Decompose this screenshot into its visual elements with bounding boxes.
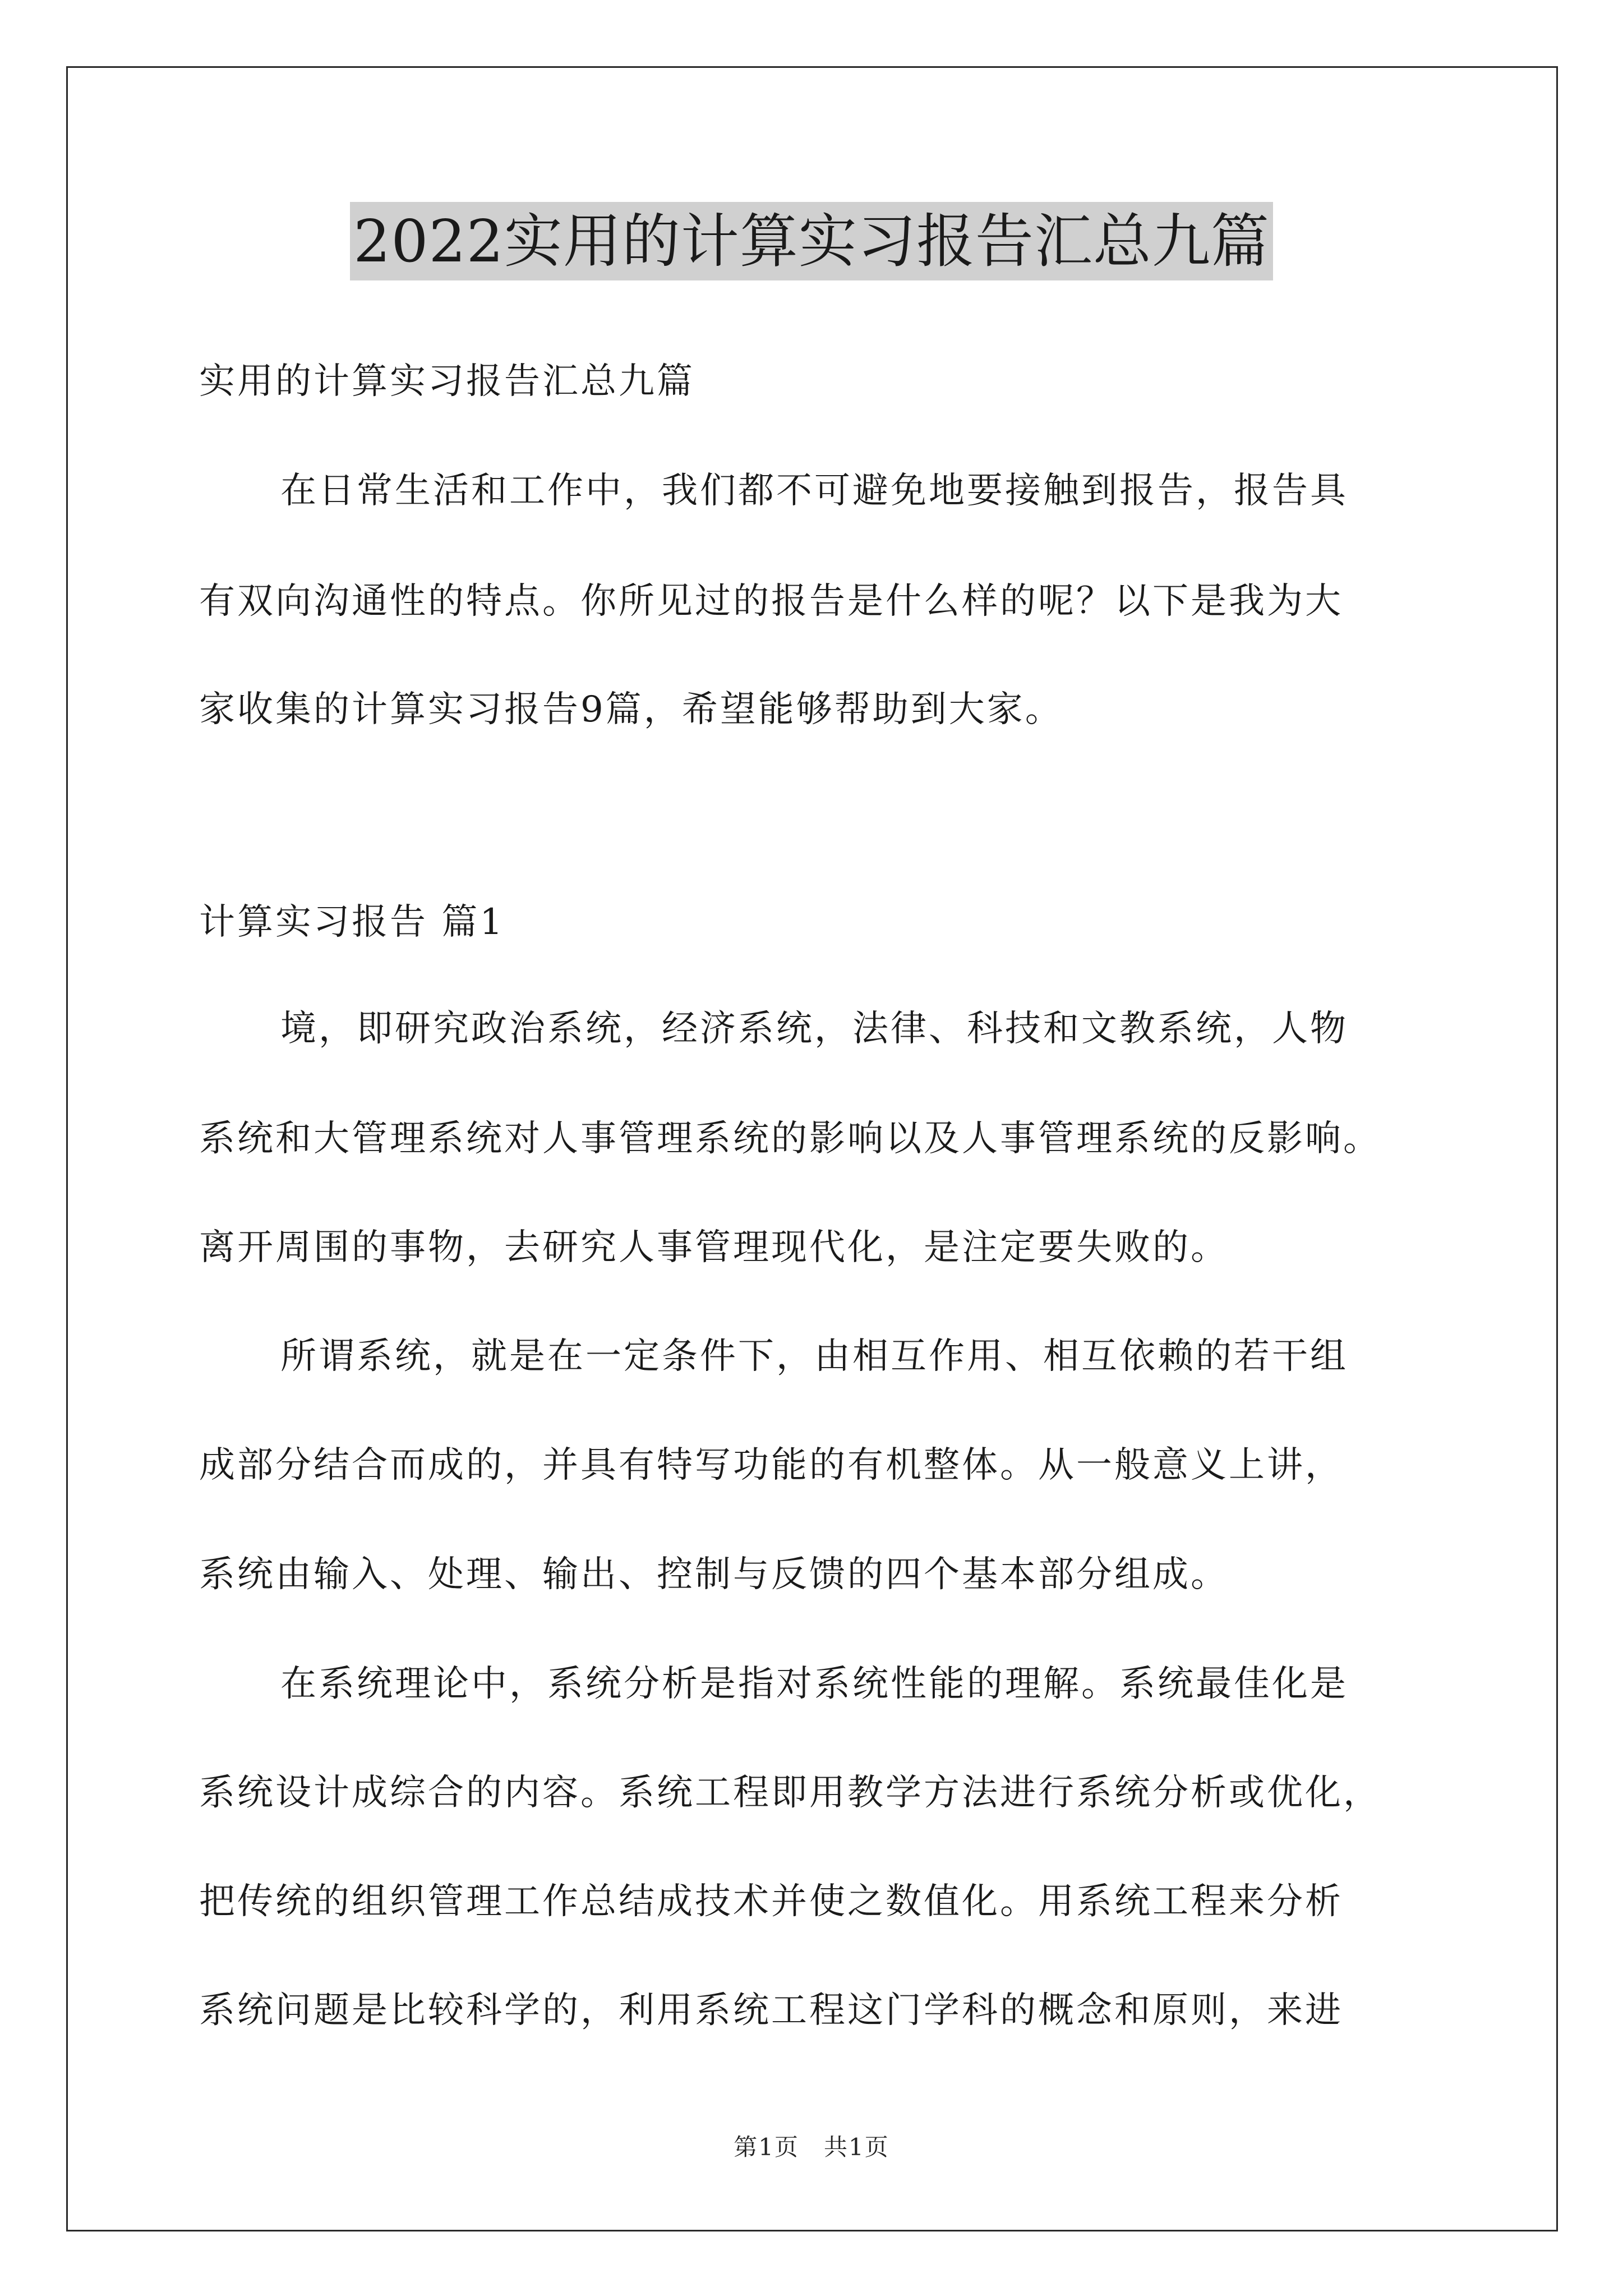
paragraph2-line-3: 系统由输入、处理、输出、控制与反馈的四个基本部分组成。 (199, 1554, 1229, 1595)
paragraph2-line-1: 所谓系统，就是在一定条件下，由相互作用、相互依赖的若干组 (280, 1336, 1348, 1377)
intro-line-1: 在日常生活和工作中，我们都不可避免地要接触到报告，报告具 (280, 470, 1348, 512)
paragraph3-line-3: 把传统的组织管理工作总结成技术并使之数值化。用系统工程来分析 (199, 1881, 1343, 1922)
title-container (0, 202, 1623, 280)
paragraph3-line-2: 系统设计成综合的内容。系统工程即用教学方法进行系统分析或优化， (199, 1772, 1381, 1814)
paragraph1-line-2: 系统和大管理系统对人事管理系统的影响以及人事管理系统的反影响。 (199, 1118, 1381, 1159)
paragraph3-line-1: 在系统理论中，系统分析是指对系统性能的理解。系统最佳化是 (280, 1663, 1348, 1705)
paragraph2-line-2: 成部分结合而成的，并具有特写功能的有机整体。从一般意义上讲， (199, 1444, 1343, 1486)
intro-line-2: 有双向沟通性的特点。你所见过的报告是什么样的呢？以下是我为大 (199, 581, 1343, 622)
paragraph1-line-3: 离开周围的事物，去研究人事管理现代化，是注定要失败的。 (199, 1227, 1229, 1268)
paragraph3-line-4: 系统问题是比较科学的，利用系统工程这门学科的概念和原则，来进 (199, 1990, 1343, 2031)
intro-line-3: 家收集的计算实习报告9篇，希望能够帮助到大家。 (199, 689, 1063, 730)
page-number: 第1页 共1页 (734, 2133, 889, 2161)
document-subtitle: 实用的计算实习报告汇总九篇 (199, 361, 695, 402)
section-heading: 计算实习报告 篇1 (199, 901, 505, 943)
document-title: 2022实用的计算实习报告汇总九篇 (350, 202, 1273, 280)
paragraph1-line-1: 境，即研究政治系统，经济系统，法律、科技和文教系统，人物 (280, 1008, 1348, 1050)
